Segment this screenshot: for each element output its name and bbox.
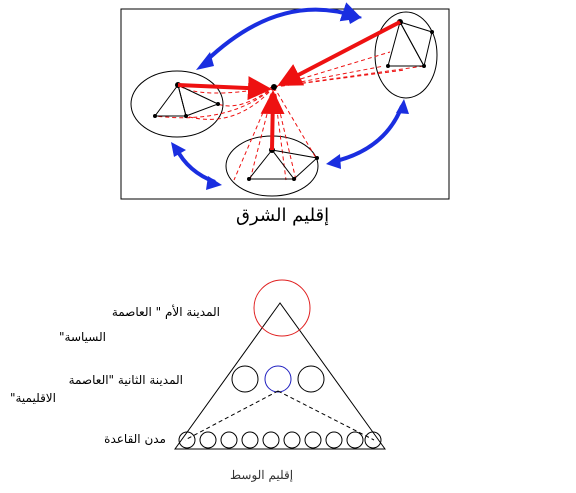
- east-region-diagram: [121, 9, 449, 199]
- base-city-circle: [200, 432, 216, 448]
- east-region-caption: إقليم الشرق: [236, 205, 330, 226]
- regional-capital-circle: [265, 366, 291, 392]
- base-city-circle: [284, 432, 300, 448]
- dashed-hierarchy-line: [278, 391, 374, 440]
- middle-region-caption: إقليم الوسط: [230, 468, 294, 482]
- second-city-label-line2: الاقليمية": [9, 391, 56, 405]
- base-city-circle: [305, 432, 321, 448]
- base-cities-label: مدن القاعدة: [104, 432, 166, 446]
- second-city-circle: [232, 366, 258, 392]
- base-cities-row: [179, 432, 381, 448]
- base-city-circle: [347, 432, 363, 448]
- base-city-circle: [326, 432, 342, 448]
- mother-city-circle: [254, 280, 310, 336]
- flow-arrow-bottom: [272, 94, 273, 150]
- second-city-circle: [298, 366, 324, 392]
- mother-city-label-line2: السياسة": [59, 330, 106, 344]
- second-city-label-line1: المدينة الثانية "العاصمة: [68, 373, 183, 387]
- base-city-circle: [242, 432, 258, 448]
- base-city-circle: [221, 432, 237, 448]
- hierarchy-triangle: [175, 303, 385, 449]
- base-city-circle: [263, 432, 279, 448]
- mother-city-label-line1: المدينة الأم " العاصمة: [111, 305, 220, 319]
